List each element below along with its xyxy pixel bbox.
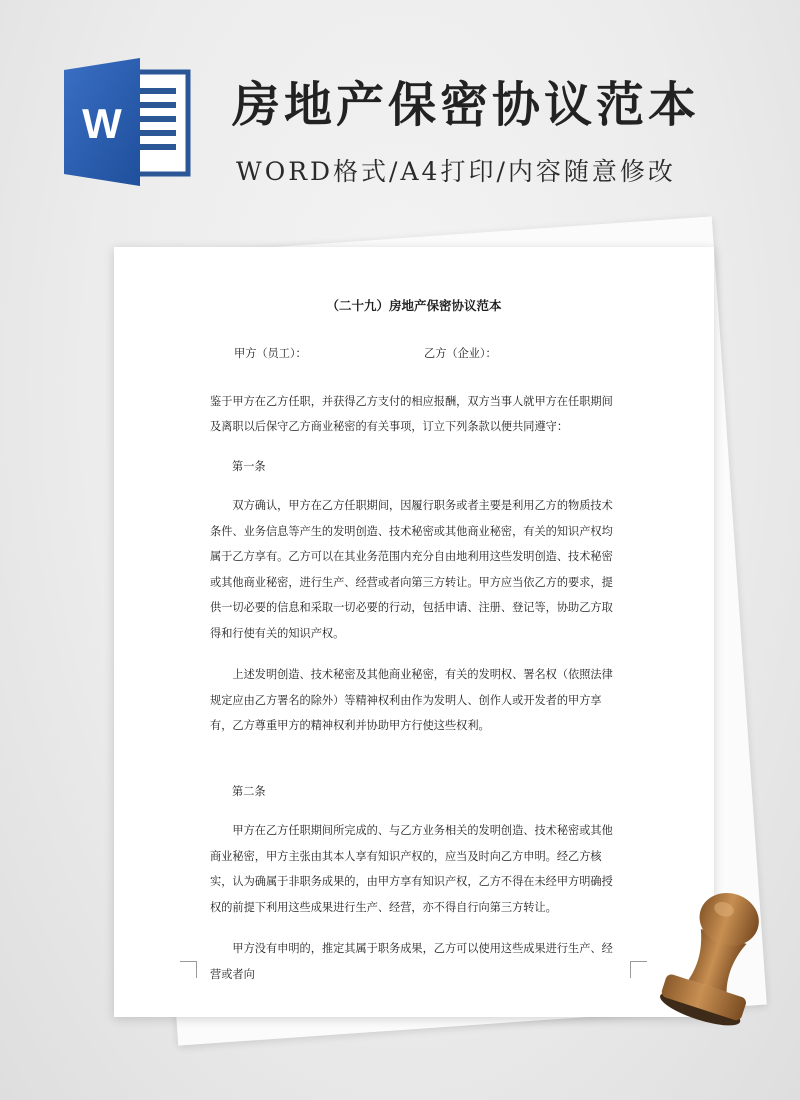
document-heading: （二十九）房地产保密协议范本 bbox=[326, 298, 502, 313]
page-title: 房地产保密协议范本 bbox=[232, 77, 701, 133]
article-2-paragraph-1: 甲方在乙方任职期间所完成的、与乙方业务相关的发明创造、技术秘密或其他商业秘密，甲方主张由其本人享有知识产权的，应当及时向乙方申明。经乙方核实，认为确属于非职务成果的，由甲方享有知识产权，乙方不得在未经甲方明确授权的前提下利用这些成果进行生产、经营，亦不得自行向第三方转让。 bbox=[210, 824, 613, 914]
party-b-label: 乙方（企业）： bbox=[424, 346, 497, 360]
article-2-paragraph-2: 甲方没有申明的，推定其属于职务成果，乙方可以使用这些成果进行生产、经营或者向 bbox=[210, 942, 613, 981]
crop-mark-left bbox=[180, 961, 197, 978]
crop-mark-right bbox=[630, 961, 647, 978]
word-logo-icon bbox=[62, 58, 192, 186]
preamble-paragraph: 鉴于甲方在乙方任职，并获得乙方支付的相应报酬，双方当事人就甲方在任职期间及离职以后保守乙方商业秘密的有关事项，订立下列条款以便共同遵守： bbox=[210, 394, 613, 433]
party-a-label: 甲方（员工）： bbox=[234, 346, 307, 360]
article-2-title: 第二条 bbox=[232, 784, 266, 798]
article-1-title: 第一条 bbox=[232, 459, 266, 473]
article-1-paragraph-1: 双方确认，甲方在乙方任职期间，因履行职务或者主要是利用乙方的物质技术条件、业务信息等产生的发明创造、技术秘密或其他商业秘密，有关的知识产权均属于乙方享有。乙方可以在其业务范围内充分自由地利用这些发明创造、技术秘密或其他商业秘密，进行生产、经营或者向第三方转让。甲方应当依乙方的要求，提供一切必要的信息和采取一切必要的行动，包括申请、注册、登记等，协助乙方取得和行使有关的知识产权。 bbox=[210, 499, 613, 640]
seal-stamp-icon bbox=[648, 878, 778, 1028]
word-logo-letter: W bbox=[82, 100, 122, 147]
page-subtitle: WORD格式/A4打印/内容随意修改 bbox=[236, 157, 676, 186]
article-1-paragraph-2: 上述发明创造、技术秘密及其他商业秘密，有关的发明权、署名权（依照法律规定应由乙方署名的除外）等精神权利由作为发明人、创作人或开发者的甲方享有，乙方尊重甲方的精神权利并协助甲方行使这些权利。 bbox=[210, 668, 613, 732]
parties-row bbox=[210, 341, 620, 367]
document-body bbox=[210, 293, 620, 987]
document-page bbox=[114, 247, 714, 1017]
